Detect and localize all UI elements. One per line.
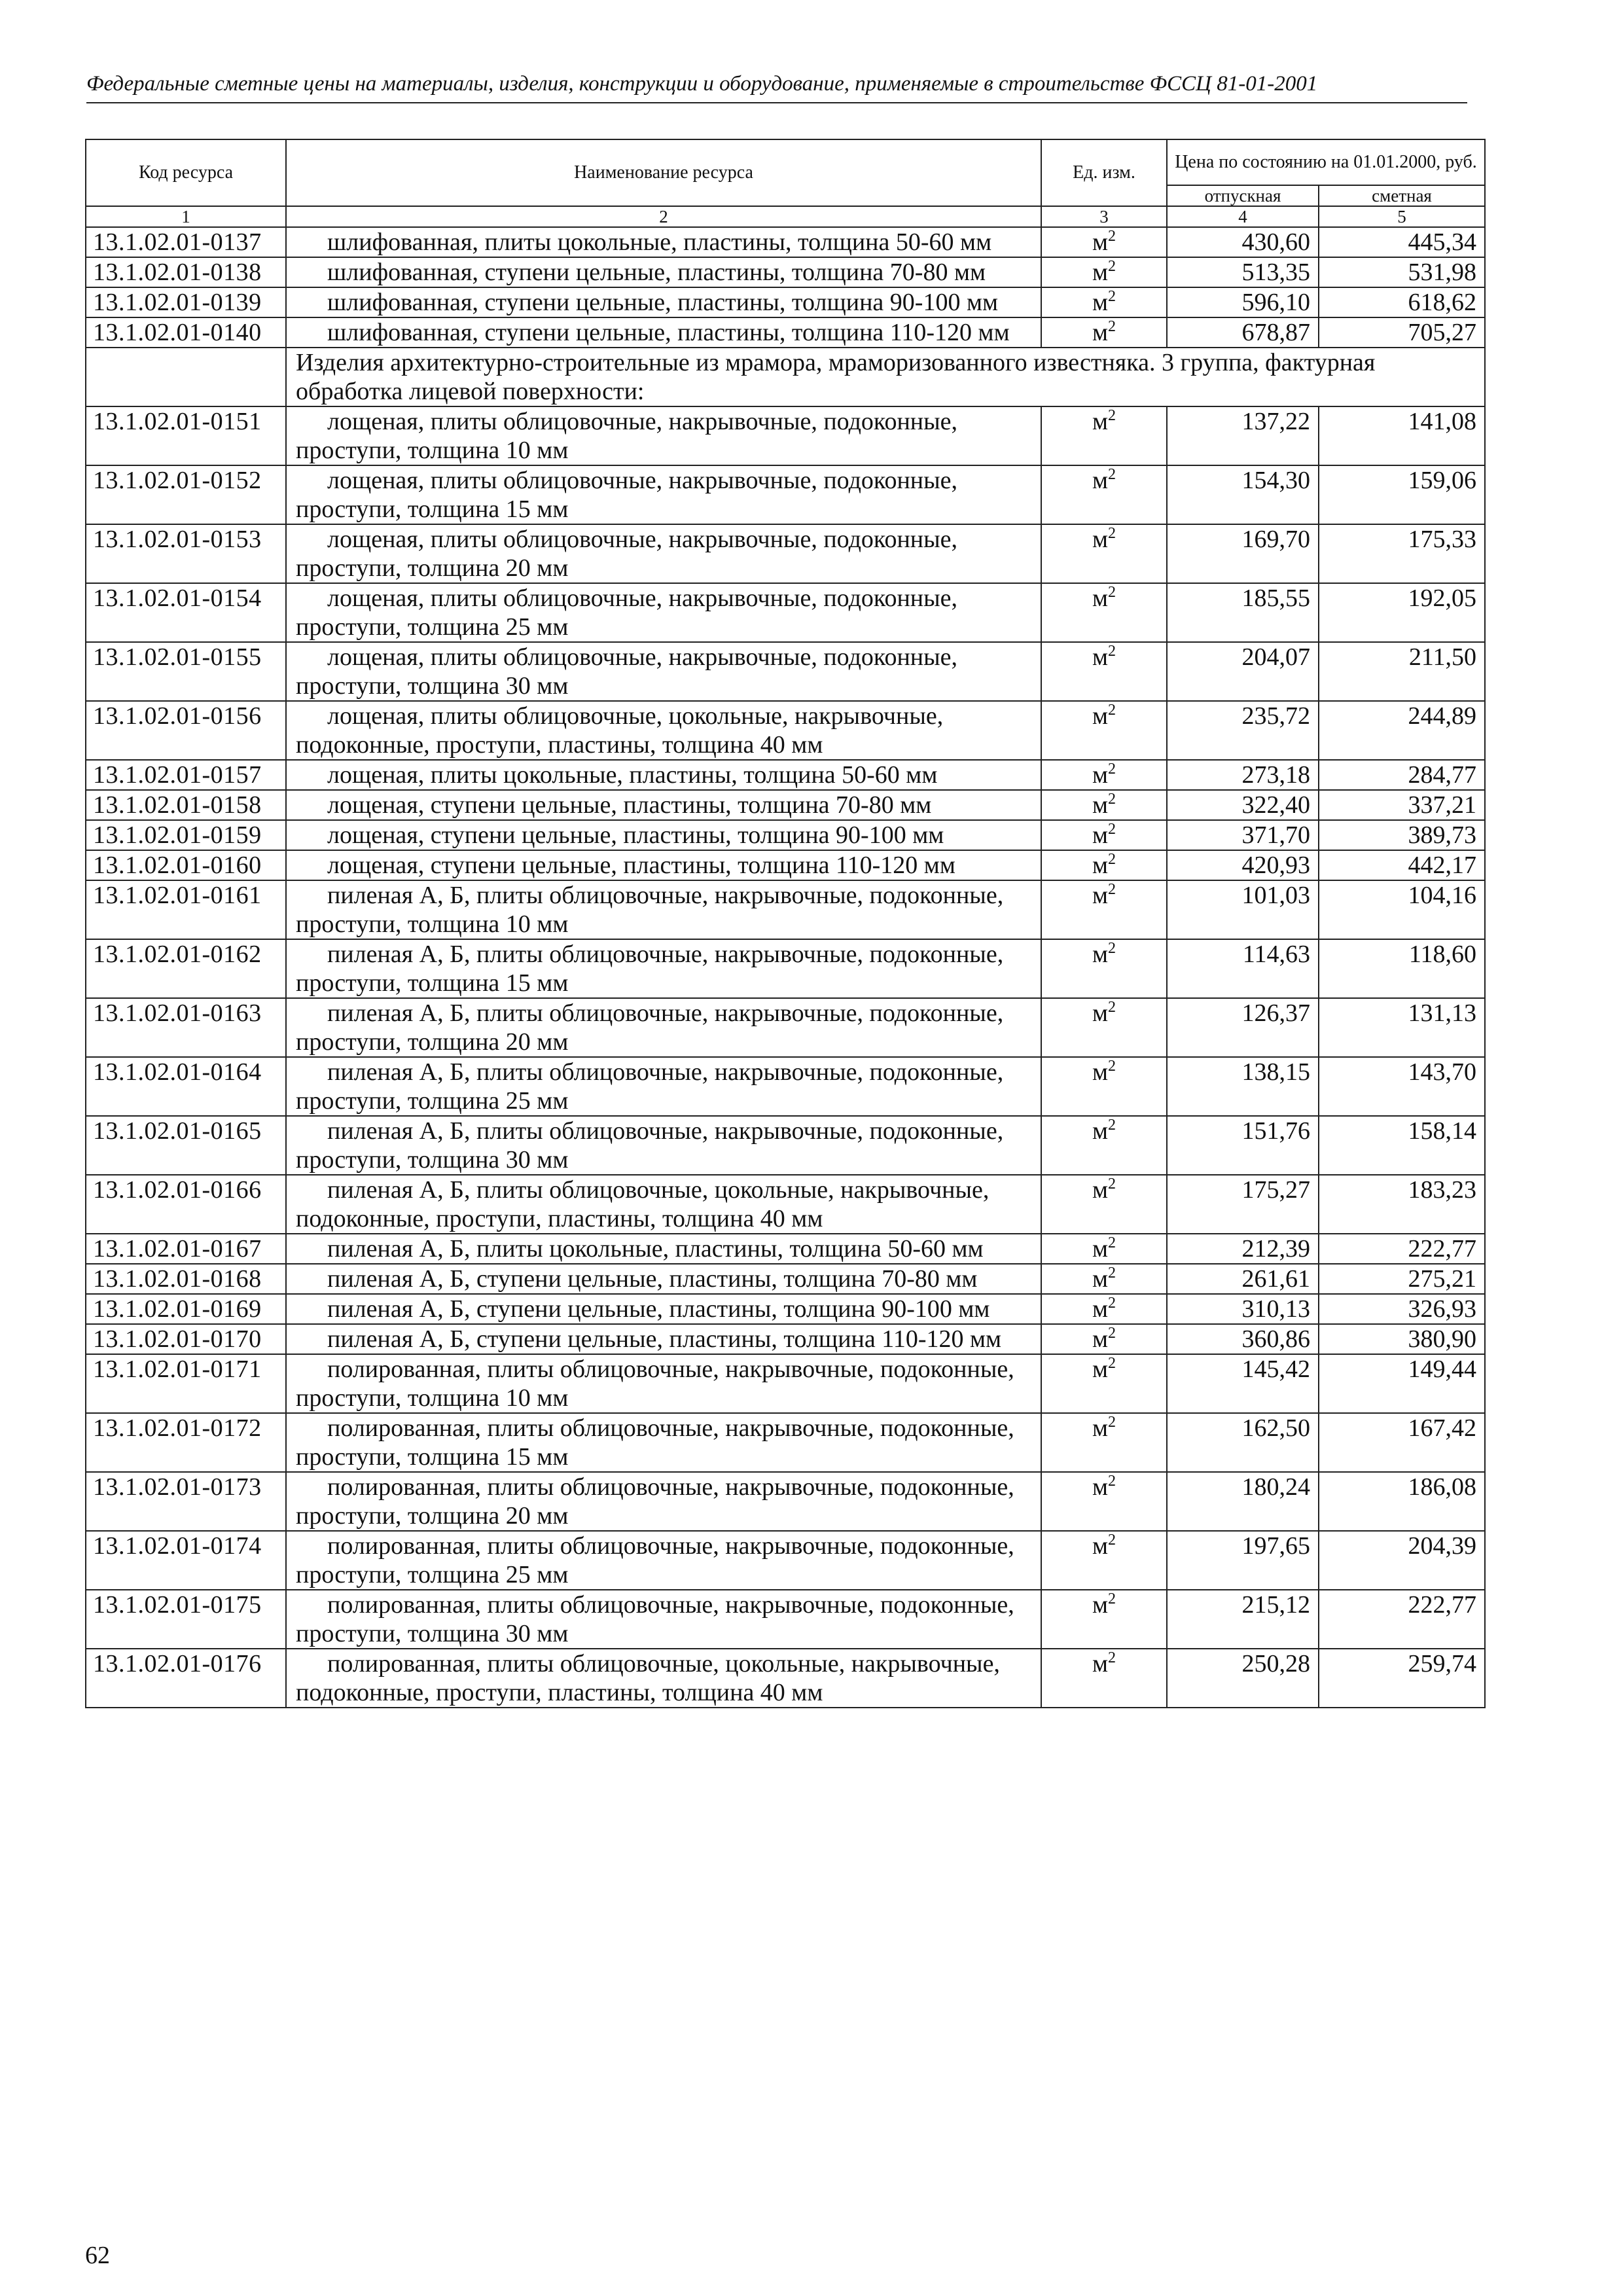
release-price: 197,65: [1167, 1531, 1319, 1590]
unit-base: м: [1092, 1414, 1109, 1442]
estimate-price: 380,90: [1319, 1324, 1485, 1354]
release-price: 138,15: [1167, 1057, 1319, 1116]
unit-base: м: [1092, 1650, 1109, 1677]
resource-code: 13.1.02.01-0156: [86, 701, 286, 760]
release-price: 185,55: [1167, 583, 1319, 642]
unit-of-measure: [1041, 1116, 1167, 1175]
resource-code: 13.1.02.01-0167: [86, 1234, 286, 1264]
resource-code: 13.1.02.01-0165: [86, 1116, 286, 1175]
resource-code: 13.1.02.01-0154: [86, 583, 286, 642]
unit-of-measure: [1041, 1175, 1167, 1234]
table-row: [86, 1234, 1485, 1264]
unit-exponent: 2: [1108, 1532, 1116, 1549]
unit-exponent: 2: [1108, 1649, 1116, 1666]
release-price: 154,30: [1167, 465, 1319, 524]
unit-base: м: [1092, 1591, 1109, 1619]
unit-exponent: 2: [1108, 1058, 1116, 1075]
unit-base: м: [1092, 1235, 1109, 1263]
unit-base: м: [1092, 821, 1109, 849]
unit-of-measure: [1041, 524, 1167, 583]
unit-exponent: 2: [1108, 525, 1116, 542]
resource-code: 13.1.02.01-0137: [86, 227, 286, 257]
resource-name: полированная, плиты облицовочные, накрывочные, подоконные, проступи, толщина 30 мм: [286, 1590, 1041, 1649]
unit-of-measure: [1041, 465, 1167, 524]
unit-base: м: [1092, 1532, 1109, 1560]
column-header-estimate-price: сметная: [1319, 185, 1485, 206]
column-number: 5: [1319, 206, 1485, 227]
resource-code: 13.1.02.01-0170: [86, 1324, 286, 1354]
release-price: 371,70: [1167, 820, 1319, 850]
unit-of-measure: [1041, 939, 1167, 998]
table-row: [86, 1264, 1485, 1294]
unit-of-measure: [1041, 1649, 1167, 1708]
estimate-price: 284,77: [1319, 760, 1485, 790]
section-heading: Изделия архитектурно-строительные из мрамора, мраморизованного известняка. 3 группа, фактурная обработка лицевой поверхности:: [286, 348, 1485, 406]
resource-code: 13.1.02.01-0166: [86, 1175, 286, 1234]
table-body-after: [86, 406, 1485, 1708]
resource-name: пиленая А, Б, ступени цельные, пластины, толщина 90-100 мм: [286, 1294, 1041, 1324]
unit-of-measure: [1041, 820, 1167, 850]
unit-of-measure: [1041, 257, 1167, 287]
estimate-price: 118,60: [1319, 939, 1485, 998]
resource-name: пиленая А, Б, плиты облицовочные, накрывочные, подоконные, проступи, толщина 25 мм: [286, 1057, 1041, 1116]
release-price: 322,40: [1167, 790, 1319, 820]
unit-base: м: [1092, 228, 1109, 256]
table-row: [86, 1057, 1485, 1116]
unit-of-measure: [1041, 1264, 1167, 1294]
column-header-name: Наименование ресурса: [286, 139, 1041, 206]
unit-exponent: 2: [1108, 643, 1116, 660]
release-price: 235,72: [1167, 701, 1319, 760]
release-price: 310,13: [1167, 1294, 1319, 1324]
table-row: [86, 406, 1485, 465]
unit-exponent: 2: [1108, 584, 1116, 601]
estimate-price: 183,23: [1319, 1175, 1485, 1234]
column-number: 3: [1041, 206, 1167, 227]
resource-code: 13.1.02.01-0176: [86, 1649, 286, 1708]
table-row: [86, 1324, 1485, 1354]
resource-name: пиленая А, Б, плиты облицовочные, цокольные, накрывочные, подоконные, проступи, пластины, толщина 40 мм: [286, 1175, 1041, 1234]
section-heading-group: [86, 348, 1485, 406]
unit-exponent: 2: [1108, 318, 1116, 335]
resource-name: полированная, плиты облицовочные, накрывочные, подоконные, проступи, толщина 15 мм: [286, 1413, 1041, 1472]
release-price: 169,70: [1167, 524, 1319, 583]
resource-name: лощеная, плиты облицовочные, цокольные, накрывочные, подоконные, проступи, пластины, толщина 40 мм: [286, 701, 1041, 760]
unit-of-measure: [1041, 583, 1167, 642]
release-price: 360,86: [1167, 1324, 1319, 1354]
estimate-price: 618,62: [1319, 287, 1485, 317]
unit-exponent: 2: [1108, 791, 1116, 808]
estimate-price: 141,08: [1319, 406, 1485, 465]
resource-code: 13.1.02.01-0172: [86, 1413, 286, 1472]
resource-name: лощеная, ступени цельные, пластины, толщина 70-80 мм: [286, 790, 1041, 820]
resource-name: лощеная, плиты облицовочные, накрывочные, подоконные, проступи, толщина 15 мм: [286, 465, 1041, 524]
table-row: [86, 790, 1485, 820]
release-price: 114,63: [1167, 939, 1319, 998]
table-row: [86, 1531, 1485, 1590]
table-row: [86, 1294, 1485, 1324]
resource-code: 13.1.02.01-0160: [86, 850, 286, 880]
resource-code: 13.1.02.01-0152: [86, 465, 286, 524]
table-row: [86, 1649, 1485, 1708]
estimate-price: 175,33: [1319, 524, 1485, 583]
table-row: [86, 583, 1485, 642]
unit-exponent: 2: [1108, 1325, 1116, 1342]
release-price: 204,07: [1167, 642, 1319, 701]
unit-of-measure: [1041, 1472, 1167, 1531]
unit-base: м: [1092, 1355, 1109, 1383]
release-price: 596,10: [1167, 287, 1319, 317]
unit-base: м: [1092, 408, 1109, 435]
unit-base: м: [1092, 643, 1109, 671]
resource-name: пиленая А, Б, ступени цельные, пластины, толщина 110-120 мм: [286, 1324, 1041, 1354]
resource-name: лощеная, ступени цельные, пластины, толщина 90-100 мм: [286, 820, 1041, 850]
unit-exponent: 2: [1108, 851, 1116, 868]
table-row: [86, 524, 1485, 583]
unit-base: м: [1092, 941, 1109, 968]
resource-code: 13.1.02.01-0155: [86, 642, 286, 701]
unit-of-measure: [1041, 1413, 1167, 1472]
resource-name: пиленая А, Б, плиты облицовочные, накрывочные, подоконные, проступи, толщина 30 мм: [286, 1116, 1041, 1175]
resource-code: 13.1.02.01-0174: [86, 1531, 286, 1590]
resource-code: 13.1.02.01-0139: [86, 287, 286, 317]
unit-base: м: [1092, 852, 1109, 879]
table-row: [86, 1116, 1485, 1175]
unit-exponent: 2: [1108, 1234, 1116, 1251]
price-table: [85, 139, 1486, 1708]
unit-exponent: 2: [1108, 1117, 1116, 1134]
resource-code: 13.1.02.01-0157: [86, 760, 286, 790]
unit-base: м: [1092, 467, 1109, 494]
resource-name: лощеная, ступени цельные, пластины, толщина 110-120 мм: [286, 850, 1041, 880]
resource-name: полированная, плиты облицовочные, накрывочные, подоконные, проступи, толщина 10 мм: [286, 1354, 1041, 1413]
table-row: [86, 1590, 1485, 1649]
resource-code: 13.1.02.01-0175: [86, 1590, 286, 1649]
resource-code: 13.1.02.01-0140: [86, 317, 286, 348]
column-header-unit: Ед. изм.: [1041, 139, 1167, 206]
resource-name: пиленая А, Б, плиты цокольные, пластины, толщина 50-60 мм: [286, 1234, 1041, 1264]
release-price: 513,35: [1167, 257, 1319, 287]
release-price: 180,24: [1167, 1472, 1319, 1531]
unit-of-measure: [1041, 1057, 1167, 1116]
unit-base: м: [1092, 1176, 1109, 1204]
table-body-before: [86, 227, 1485, 348]
table-row: [86, 317, 1485, 348]
estimate-price: 143,70: [1319, 1057, 1485, 1116]
table-row: [86, 820, 1485, 850]
unit-exponent: 2: [1108, 1473, 1116, 1490]
unit-exponent: 2: [1108, 228, 1116, 245]
unit-base: м: [1092, 319, 1109, 346]
release-price: 145,42: [1167, 1354, 1319, 1413]
unit-base: м: [1092, 1295, 1109, 1323]
estimate-price: 326,93: [1319, 1294, 1485, 1324]
resource-name: шлифованная, ступени цельные, пластины, толщина 90-100 мм: [286, 287, 1041, 317]
unit-of-measure: [1041, 790, 1167, 820]
unit-exponent: 2: [1108, 407, 1116, 424]
unit-base: м: [1092, 259, 1109, 286]
release-price: 678,87: [1167, 317, 1319, 348]
section-code-cell: [86, 348, 286, 406]
unit-of-measure: [1041, 1531, 1167, 1590]
unit-of-measure: [1041, 227, 1167, 257]
resource-code: 13.1.02.01-0159: [86, 820, 286, 850]
resource-code: 13.1.02.01-0158: [86, 790, 286, 820]
column-number: 2: [286, 206, 1041, 227]
table-row: [86, 642, 1485, 701]
release-price: 215,12: [1167, 1590, 1319, 1649]
table-row: [86, 701, 1485, 760]
release-price: 261,61: [1167, 1264, 1319, 1294]
resource-code: 13.1.02.01-0151: [86, 406, 286, 465]
unit-exponent: 2: [1108, 702, 1116, 719]
release-price: 101,03: [1167, 880, 1319, 939]
table-row: [86, 939, 1485, 998]
unit-exponent: 2: [1108, 258, 1116, 275]
estimate-price: 259,74: [1319, 1649, 1485, 1708]
unit-exponent: 2: [1108, 1175, 1116, 1193]
release-price: 126,37: [1167, 998, 1319, 1057]
unit-base: м: [1092, 584, 1109, 612]
release-price: 250,28: [1167, 1649, 1319, 1708]
release-price: 273,18: [1167, 760, 1319, 790]
column-header-release-price: отпускная: [1167, 185, 1319, 206]
unit-of-measure: [1041, 850, 1167, 880]
unit-of-measure: [1041, 642, 1167, 701]
unit-base: м: [1092, 1265, 1109, 1293]
release-price: 137,22: [1167, 406, 1319, 465]
unit-of-measure: [1041, 1324, 1167, 1354]
resource-name: пиленая А, Б, плиты облицовочные, накрывочные, подоконные, проступи, толщина 15 мм: [286, 939, 1041, 998]
table-row: [86, 1354, 1485, 1413]
resource-name: полированная, плиты облицовочные, накрывочные, подоконные, проступи, толщина 20 мм: [286, 1472, 1041, 1531]
resource-code: 13.1.02.01-0169: [86, 1294, 286, 1324]
table-row: [86, 760, 1485, 790]
estimate-price: 186,08: [1319, 1472, 1485, 1531]
resource-code: 13.1.02.01-0162: [86, 939, 286, 998]
estimate-price: 211,50: [1319, 642, 1485, 701]
resource-name: шлифованная, ступени цельные, пластины, толщина 110-120 мм: [286, 317, 1041, 348]
resource-name: лощеная, плиты облицовочные, накрывочные, подоконные, проступи, толщина 10 мм: [286, 406, 1041, 465]
running-header: Федеральные сметные цены на материалы, изделия, конструкции и оборудование, применяемые в строительстве ФССЦ 81-01-2001: [86, 71, 1467, 103]
unit-base: м: [1092, 882, 1109, 909]
estimate-price: 222,77: [1319, 1590, 1485, 1649]
unit-of-measure: [1041, 406, 1167, 465]
unit-of-measure: [1041, 1234, 1167, 1264]
estimate-price: 275,21: [1319, 1264, 1485, 1294]
unit-of-measure: [1041, 317, 1167, 348]
column-number: 1: [86, 206, 286, 227]
unit-base: м: [1092, 791, 1109, 819]
unit-of-measure: [1041, 880, 1167, 939]
resource-name: пиленая А, Б, плиты облицовочные, накрывочные, подоконные, проступи, толщина 20 мм: [286, 998, 1041, 1057]
unit-exponent: 2: [1108, 288, 1116, 305]
estimate-price: 531,98: [1319, 257, 1485, 287]
estimate-price: 158,14: [1319, 1116, 1485, 1175]
estimate-price: 167,42: [1319, 1413, 1485, 1472]
unit-base: м: [1092, 1058, 1109, 1086]
table-row: [86, 880, 1485, 939]
page-number: 62: [85, 2242, 110, 2269]
unit-exponent: 2: [1108, 1295, 1116, 1312]
resource-code: 13.1.02.01-0153: [86, 524, 286, 583]
resource-name: лощеная, плиты цокольные, пластины, толщина 50-60 мм: [286, 760, 1041, 790]
resource-code: 13.1.02.01-0163: [86, 998, 286, 1057]
table-row: [86, 227, 1485, 257]
unit-base: м: [1092, 289, 1109, 316]
unit-base: м: [1092, 526, 1109, 553]
unit-base: м: [1092, 999, 1109, 1027]
resource-code: 13.1.02.01-0164: [86, 1057, 286, 1116]
unit-of-measure: [1041, 701, 1167, 760]
resource-name: полированная, плиты облицовочные, цокольные, накрывочные, подоконные, проступи, пластины, толщина 40 мм: [286, 1649, 1041, 1708]
estimate-price: 337,21: [1319, 790, 1485, 820]
unit-of-measure: [1041, 1294, 1167, 1324]
unit-exponent: 2: [1108, 940, 1116, 957]
unit-of-measure: [1041, 1590, 1167, 1649]
resource-name: пиленая А, Б, ступени цельные, пластины, толщина 70-80 мм: [286, 1264, 1041, 1294]
release-price: 162,50: [1167, 1413, 1319, 1472]
release-price: 151,76: [1167, 1116, 1319, 1175]
table-row: [86, 1472, 1485, 1531]
release-price: 175,27: [1167, 1175, 1319, 1234]
unit-of-measure: [1041, 998, 1167, 1057]
unit-exponent: 2: [1108, 1414, 1116, 1431]
estimate-price: 104,16: [1319, 880, 1485, 939]
table-row: [86, 287, 1485, 317]
estimate-price: 705,27: [1319, 317, 1485, 348]
estimate-price: 244,89: [1319, 701, 1485, 760]
release-price: 420,93: [1167, 850, 1319, 880]
resource-name: шлифованная, ступени цельные, пластины, толщина 70-80 мм: [286, 257, 1041, 287]
column-header-code: Код ресурса: [86, 139, 286, 206]
unit-base: м: [1092, 1473, 1109, 1501]
unit-exponent: 2: [1108, 1355, 1116, 1372]
estimate-price: 159,06: [1319, 465, 1485, 524]
unit-exponent: 2: [1108, 1590, 1116, 1607]
estimate-price: 204,39: [1319, 1531, 1485, 1590]
estimate-price: 442,17: [1319, 850, 1485, 880]
unit-base: м: [1092, 1325, 1109, 1353]
resource-name: лощеная, плиты облицовочные, накрывочные, подоконные, проступи, толщина 20 мм: [286, 524, 1041, 583]
unit-exponent: 2: [1108, 1265, 1116, 1282]
estimate-price: 222,77: [1319, 1234, 1485, 1264]
resource-code: 13.1.02.01-0173: [86, 1472, 286, 1531]
estimate-price: 192,05: [1319, 583, 1485, 642]
table-row: [86, 465, 1485, 524]
table-row: [86, 998, 1485, 1057]
table-row: [86, 850, 1485, 880]
unit-of-measure: [1041, 760, 1167, 790]
resource-name: пиленая А, Б, плиты облицовочные, накрывочные, подоконные, проступи, толщина 10 мм: [286, 880, 1041, 939]
unit-exponent: 2: [1108, 761, 1116, 778]
release-price: 212,39: [1167, 1234, 1319, 1264]
unit-exponent: 2: [1108, 999, 1116, 1016]
unit-of-measure: [1041, 1354, 1167, 1413]
resource-code: 13.1.02.01-0171: [86, 1354, 286, 1413]
column-number: 4: [1167, 206, 1319, 227]
table-row: [86, 257, 1485, 287]
resource-code: 13.1.02.01-0138: [86, 257, 286, 287]
unit-base: м: [1092, 702, 1109, 730]
estimate-price: 445,34: [1319, 227, 1485, 257]
resource-code: 13.1.02.01-0161: [86, 880, 286, 939]
unit-exponent: 2: [1108, 881, 1116, 898]
resource-code: 13.1.02.01-0168: [86, 1264, 286, 1294]
section-row: [86, 348, 1485, 406]
table-row: [86, 1175, 1485, 1234]
unit-exponent: 2: [1108, 466, 1116, 483]
estimate-price: 389,73: [1319, 820, 1485, 850]
unit-base: м: [1092, 761, 1109, 789]
unit-of-measure: [1041, 287, 1167, 317]
resource-name: лощеная, плиты облицовочные, накрывочные, подоконные, проступи, толщина 30 мм: [286, 642, 1041, 701]
unit-exponent: 2: [1108, 821, 1116, 838]
release-price: 430,60: [1167, 227, 1319, 257]
resource-name: шлифованная, плиты цокольные, пластины, толщина 50-60 мм: [286, 227, 1041, 257]
unit-base: м: [1092, 1117, 1109, 1145]
estimate-price: 131,13: [1319, 998, 1485, 1057]
resource-name: полированная, плиты облицовочные, накрывочные, подоконные, проступи, толщина 25 мм: [286, 1531, 1041, 1590]
resource-name: лощеная, плиты облицовочные, накрывочные, подоконные, проступи, толщина 25 мм: [286, 583, 1041, 642]
column-header-price-group: Цена по состоянию на 01.01.2000, руб.: [1167, 139, 1485, 185]
estimate-price: 149,44: [1319, 1354, 1485, 1413]
table-row: [86, 1413, 1485, 1472]
